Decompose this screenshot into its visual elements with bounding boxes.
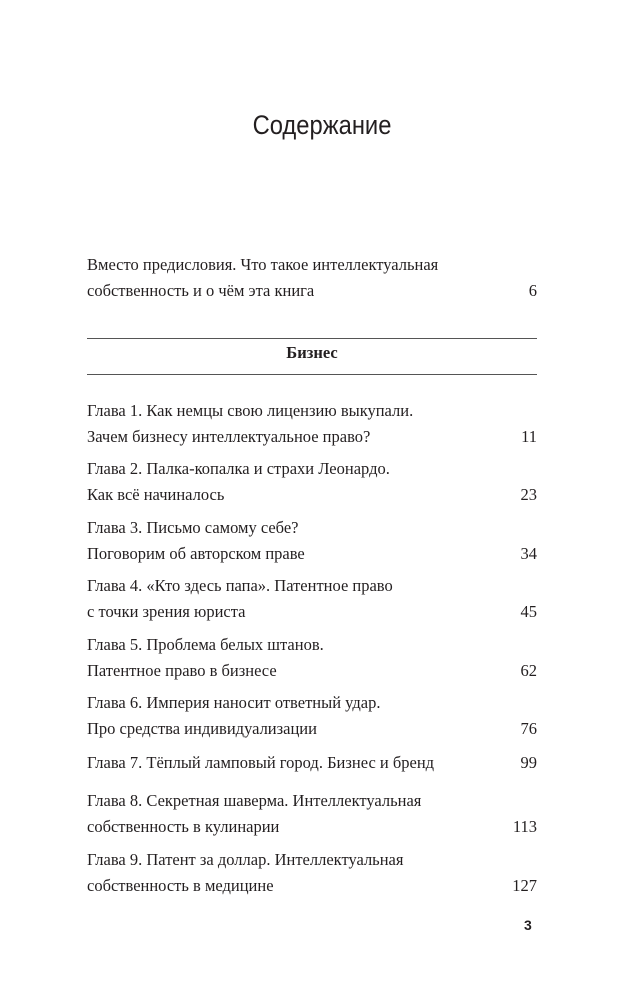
toc-entry-line: Глава 6. Империя наносит ответный удар.: [87, 693, 381, 712]
toc-entry-chapter-7[interactable]: [87, 750, 537, 776]
toc-entry-line: Глава 1. Как немцы свою лицензию выкупали.: [87, 401, 414, 420]
toc-entry-line: Глава 9. Патент за доллар. Интеллектуальная: [87, 850, 404, 869]
page-title: Содержание: [252, 110, 392, 140]
toc-entry-line: Глава 2. Палка-копалка и страхи Леонардо.: [87, 459, 390, 478]
toc-entry-chapter-9[interactable]: [87, 847, 537, 898]
toc-entry-chapter-5[interactable]: [87, 632, 537, 683]
toc-entry-line: Зачем бизнесу интеллектуальное право?: [87, 426, 371, 446]
toc-entry-line: Про средства индивидуализации: [87, 718, 317, 738]
toc-entry-line: Как всё начиналось: [87, 484, 225, 504]
toc-entry-line: Глава 4. «Кто здесь папа». Патентное право: [87, 576, 393, 595]
toc-page-number: 45: [520, 601, 537, 621]
toc-page-number: 23: [520, 484, 537, 504]
toc-entry-line: Глава 5. Проблема белых штанов.: [87, 635, 324, 654]
toc-entry-line: Глава 8. Секретная шаверма. Интеллектуальная: [87, 791, 422, 810]
toc-entry-line: собственность в кулинарии: [87, 816, 280, 836]
toc-entry-line: Вместо предисловия. Что такое интеллектуальная: [87, 255, 439, 274]
toc-entry-chapter-2[interactable]: [87, 456, 537, 507]
toc-page-number: 6: [528, 280, 537, 300]
toc-entry-line: Глава 7. Тёплый ламповый город. Бизнес и бренд: [87, 753, 435, 772]
toc-page-number: 76: [520, 718, 537, 738]
toc-entry-chapter-1[interactable]: [87, 398, 537, 449]
toc-entry-line: с точки зрения юриста: [87, 601, 246, 621]
toc-page-number: 113: [512, 816, 537, 836]
toc-page-number: 62: [520, 660, 537, 680]
toc-entry-line: собственность в медицине: [87, 875, 274, 895]
toc-entry-chapter-3[interactable]: [87, 515, 537, 566]
toc-entry-line: Поговорим об авторском праве: [87, 543, 305, 563]
page-number: 3: [524, 917, 532, 933]
toc-page-number: 127: [512, 875, 537, 895]
section-rule-top: [87, 338, 537, 339]
toc-entry-chapter-6[interactable]: [87, 690, 537, 741]
toc-entry-intro[interactable]: [87, 252, 537, 303]
toc-entry-chapter-4[interactable]: [87, 573, 537, 624]
toc-entry-chapter-8[interactable]: [87, 788, 537, 839]
toc-page-number: 34: [520, 543, 537, 563]
toc-entry-line: Патентное право в бизнесе: [87, 660, 277, 680]
toc-page-number: 11: [521, 426, 537, 446]
toc-entry-line: собственность и о чём эта книга: [87, 280, 315, 300]
section-heading: Бизнес: [286, 343, 338, 362]
section-rule-bottom: [87, 374, 537, 375]
toc-entry-line: Глава 3. Письмо самому себе?: [87, 518, 299, 537]
toc-page-number: 99: [520, 753, 537, 772]
